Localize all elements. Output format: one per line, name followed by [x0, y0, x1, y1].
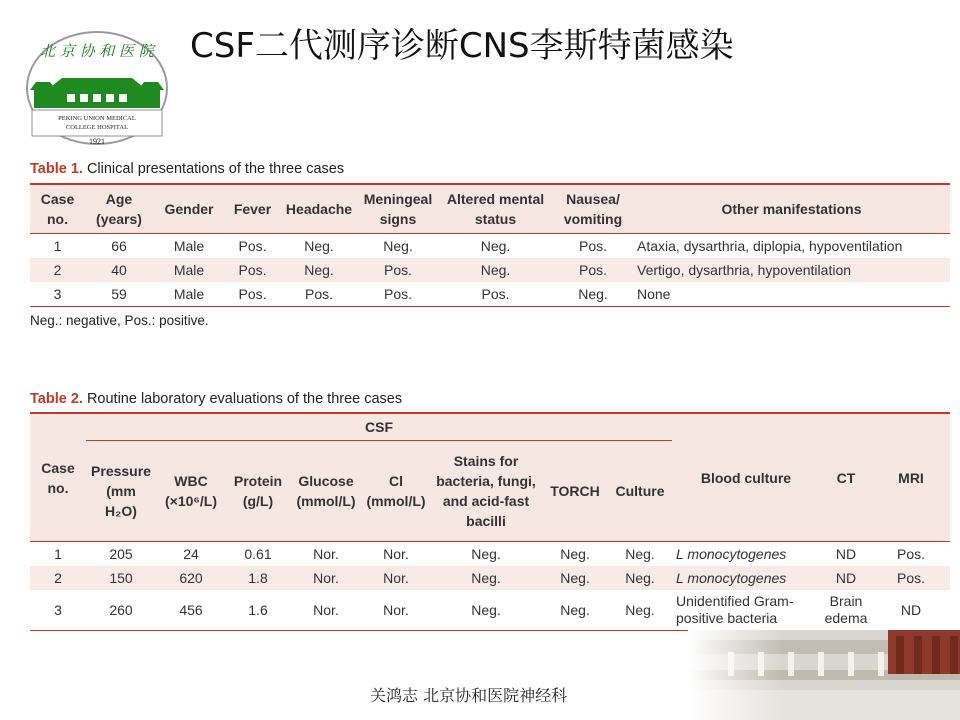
table-cell: 456: [179, 601, 203, 618]
t2-header-culture: Culture: [608, 441, 672, 542]
table-cell: Pos.: [358, 258, 438, 282]
slide-title: CSF二代测序诊断CNS李斯特菌感染: [190, 26, 734, 66]
t2-header-pressure: Pressure (mm H₂O): [86, 441, 156, 542]
table-cell: 620: [156, 566, 226, 590]
t1-header: Case no.: [30, 184, 85, 234]
table-cell: L monocytogenes: [676, 546, 787, 562]
table1-footnote: Neg.: negative, Pos.: positive.: [30, 313, 209, 328]
logo-line1: PEKING UNION MEDICAL: [58, 115, 136, 122]
table-cell: Neg.: [471, 601, 501, 618]
table-cell: Pos.: [225, 258, 280, 282]
table-cell: Neg.: [578, 286, 608, 302]
table-cell: Pos.: [578, 238, 607, 254]
t2-header-cl: Cl (mmol/L): [362, 441, 430, 542]
table-cell: Male: [173, 238, 205, 254]
table-cell: 3: [53, 286, 62, 302]
table-cell: 24: [183, 546, 199, 562]
table-cell: 59: [111, 286, 127, 302]
table-cell: Neg.: [304, 238, 334, 254]
table-cell: Ataxia, dysarthria, diplopia, hypoventilation: [637, 238, 903, 254]
t1-header: Fever: [225, 184, 280, 234]
t2-group-header-csf: CSF: [86, 413, 672, 441]
table-cell: Neg.: [560, 601, 590, 618]
table2-caption-label: Table 2.: [30, 391, 83, 407]
table-row: [30, 566, 950, 590]
table-cell: 260: [109, 601, 133, 618]
table-cell: Nor.: [290, 566, 362, 590]
table-cell: Brain edema: [824, 593, 868, 626]
decorative-background-photo: [688, 630, 960, 720]
t1-header: Other manifestations: [633, 184, 950, 234]
table-cell: 0.61: [244, 546, 272, 562]
table-cell: Neg.: [438, 258, 553, 282]
table-cell: Neg.: [280, 258, 358, 282]
table-cell: Neg.: [625, 546, 655, 562]
table-cell: Unidentified Gram-positive bacteria: [676, 593, 794, 626]
t2-header-stains: Stains for bacteria, fungi, and acid-fast bacilli: [430, 441, 542, 542]
t2-header-glucose: Glucose (mmol/L): [290, 441, 362, 542]
table-row: [30, 590, 950, 631]
t1-header: Gender: [153, 184, 225, 234]
t1-header: Altered mental status: [438, 184, 553, 234]
table-cell: ND: [835, 546, 857, 562]
table-cell: Pos.: [481, 286, 510, 302]
table-cell: Pos.: [383, 286, 412, 302]
table-cell: Nor.: [362, 566, 430, 590]
svg-text:北 京 协 和 医 院: 北 京 协 和 医 院: [40, 42, 154, 60]
table-cell: ND: [900, 601, 922, 618]
t2-header-wbc: WBC (×10⁶/L): [156, 441, 226, 542]
table1-caption-text: Clinical presentations of the three cases: [86, 161, 345, 177]
t2-header-protein: Protein (g/L): [226, 441, 290, 542]
table-cell: Nor.: [383, 546, 409, 562]
table-cell: Pos.: [238, 238, 267, 254]
table1-caption: [30, 161, 344, 177]
t1-header: Nausea/ vomiting: [553, 184, 633, 234]
table-cell: 40: [85, 258, 153, 282]
table1-caption-label: Table 1.: [30, 161, 83, 177]
t1-header: Meningeal signs: [358, 184, 438, 234]
table-cell: Vertigo, dysarthria, hypoventilation: [633, 258, 950, 282]
table-cell: 66: [111, 238, 127, 254]
table-cell: 3: [54, 601, 62, 618]
t2-header-case: Case no.: [30, 413, 86, 542]
table-cell: None: [637, 286, 671, 302]
table-cell: Pos.: [872, 566, 950, 590]
table2-caption-text: Routine laboratory evaluations of the three cases: [86, 391, 403, 407]
logo-year: 1921: [89, 137, 105, 146]
logo-line2: COLLEGE HOSPITAL: [65, 124, 129, 131]
table-cell: ND: [820, 566, 872, 590]
table-cell: Male: [173, 286, 205, 302]
table-row: [30, 542, 950, 567]
table-cell: Nor.: [313, 546, 339, 562]
table-cell: 1: [54, 546, 62, 562]
table-cell: Neg.: [480, 238, 511, 254]
table-cell: Neg.: [542, 566, 608, 590]
table-cell: Pos.: [896, 546, 925, 562]
table-cell: Neg.: [560, 546, 590, 562]
laboratory-evaluations-table: [30, 412, 950, 631]
table-cell: 1.6: [248, 601, 268, 618]
table-cell: Neg.: [625, 601, 655, 618]
t1-header: Headache: [280, 184, 358, 234]
table-row: [30, 282, 950, 307]
table-cell: Neg.: [471, 546, 501, 562]
table-cell: 205: [109, 546, 133, 562]
t2-header-torch: TORCH: [542, 441, 608, 542]
t2-header-ct: CT: [820, 413, 872, 542]
table-cell: Neg.: [383, 238, 413, 254]
table-cell: 2: [30, 258, 85, 282]
clinical-presentations-table: [30, 183, 950, 307]
t2-header-blood: Blood culture: [672, 413, 820, 542]
table-cell: L monocytogenes: [672, 566, 820, 590]
table-cell: Nor.: [313, 601, 339, 618]
table-cell: 150: [86, 566, 156, 590]
table-cell: Pos.: [553, 258, 633, 282]
table-cell: 2: [30, 566, 86, 590]
table-cell: Neg.: [608, 566, 672, 590]
t2-header-mri: MRI: [872, 413, 950, 542]
table-cell: Pos.: [238, 286, 267, 302]
table-row: [30, 234, 950, 259]
table-cell: Pos.: [304, 286, 333, 302]
table2-caption: [30, 391, 402, 407]
table-cell: 1: [53, 238, 62, 254]
footer-credit: 关鸿志 北京协和医院神经科: [370, 686, 568, 705]
t1-header: Age (years): [85, 184, 153, 234]
table-cell: Neg.: [430, 566, 542, 590]
table-cell: Nor.: [383, 601, 409, 618]
hospital-logo: [22, 30, 172, 150]
table-cell: 1.8: [226, 566, 290, 590]
table-cell: Male: [153, 258, 225, 282]
table-row: [30, 258, 950, 282]
